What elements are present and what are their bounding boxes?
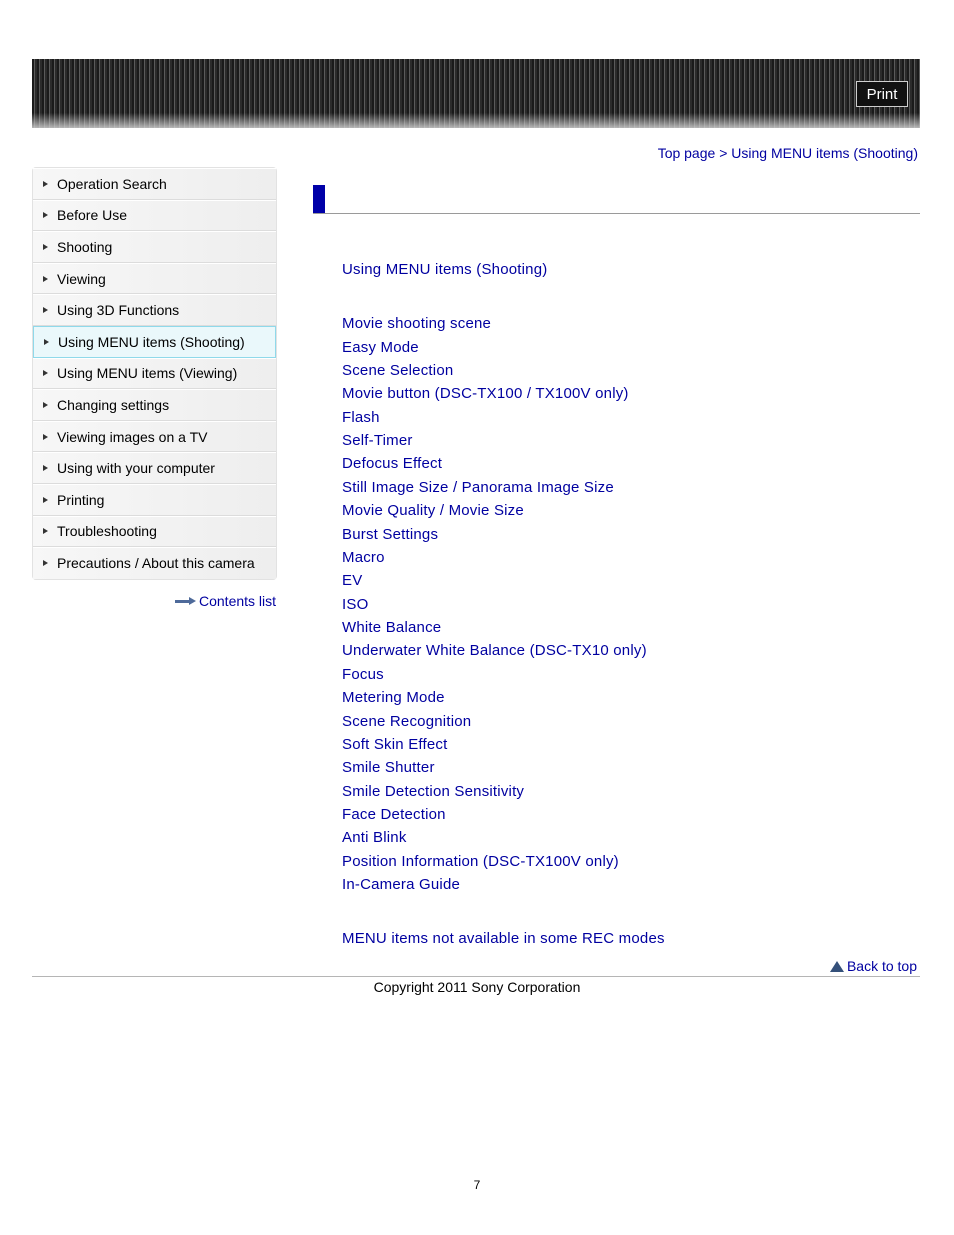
page-number: 7 [473,1178,481,1192]
contents-list-link[interactable] [175,593,276,609]
sidebar-item-label: Shooting [57,238,113,255]
menu-link-iso[interactable]: ISO [342,596,369,613]
title-marker [313,185,325,214]
arrow-right-icon [43,181,48,187]
menu-link-white-balance[interactable]: White Balance [342,619,442,636]
arrow-right-icon [44,339,49,345]
footer-divider [32,976,920,977]
menu-link-macro[interactable]: Macro [342,549,385,566]
sidebar-item-operation-search[interactable] [33,168,276,200]
menu-link-position-information[interactable]: Position Information (DSC-TX100V only) [342,853,619,870]
menu-link-defocus-effect[interactable]: Defocus Effect [342,455,443,472]
arrow-right-icon [43,402,48,408]
sidebar-item-label: Viewing [57,270,106,287]
sidebar-item-printing[interactable] [33,484,276,516]
arrow-right-icon [43,244,48,250]
arrow-right-icon [43,434,48,440]
sidebar-item-before-use[interactable] [33,200,276,232]
arrow-right-icon [43,212,48,218]
contents-list-label: Contents list [199,593,277,609]
menu-link-smile-detection-sensitivity[interactable]: Smile Detection Sensitivity [342,783,525,800]
menu-link-in-camera-guide[interactable]: In-Camera Guide [342,876,461,893]
menu-link-scene-recognition[interactable]: Scene Recognition [342,713,472,730]
menu-link-metering-mode[interactable]: Metering Mode [342,689,445,706]
print-button[interactable]: Print [856,81,908,107]
menu-items-not-available-link[interactable]: MENU items not available in some REC modes [342,930,665,947]
menu-link-anti-blink[interactable]: Anti Blink [342,829,407,846]
sidebar-item-label: Precautions / About this camera [57,555,255,572]
breadcrumb-separator: > [719,145,728,161]
menu-link-flash[interactable]: Flash [342,409,380,426]
arrow-right-icon [43,307,48,313]
arrow-right-icon [43,370,48,376]
sidebar-item-menu-viewing[interactable] [33,358,276,390]
header-banner [32,59,920,128]
section-link[interactable]: Using MENU items (Shooting) [342,261,548,278]
menu-link-focus[interactable]: Focus [342,666,384,683]
sidebar-nav [32,167,277,580]
menu-link-scene-selection[interactable]: Scene Selection [342,362,454,379]
menu-link-soft-skin-effect[interactable]: Soft Skin Effect [342,736,448,753]
breadcrumb [658,145,918,161]
breadcrumb-top-page-link[interactable]: Top page [657,145,716,161]
sidebar-item-precautions[interactable] [33,547,276,579]
menu-link-underwater-white-balance[interactable]: Underwater White Balance (DSC-TX10 only) [342,642,647,659]
sidebar-item-shooting[interactable] [33,231,276,263]
triangle-up-icon [830,961,844,972]
menu-link-movie-shooting-scene[interactable]: Movie shooting scene [342,315,492,332]
sidebar-item-changing-settings[interactable] [33,389,276,421]
arrow-right-icon [43,560,48,566]
copyright-text: Copyright 2011 Sony Corporation [373,979,581,995]
sidebar-item-label: Using 3D Functions [57,302,180,319]
sidebar-item-label: Operation Search [57,175,167,192]
menu-link-self-timer[interactable]: Self-Timer [342,432,413,449]
sidebar-item-label: Using with your computer [57,460,215,477]
sidebar-item-menu-shooting[interactable] [33,326,276,358]
arrow-right-icon [43,465,48,471]
menu-link-ev[interactable]: EV [342,572,363,589]
sidebar-item-3d-functions[interactable] [33,294,276,326]
sidebar-item-viewing[interactable] [33,263,276,295]
arrow-right-icon [43,528,48,534]
sidebar-item-troubleshooting[interactable] [33,516,276,548]
menu-link-image-size[interactable]: Still Image Size / Panorama Image Size [342,479,614,496]
arrow-right-icon [43,497,48,503]
back-to-top-label: Back to top [846,958,917,974]
title-divider [313,213,920,214]
arrow-right-icon [175,597,197,605]
menu-link-easy-mode[interactable]: Easy Mode [342,339,419,356]
sidebar-item-label: Using MENU items (Shooting) [58,333,245,350]
sidebar-item-label: Viewing images on a TV [57,428,208,445]
menu-link-movie-quality[interactable]: Movie Quality / Movie Size [342,502,524,519]
menu-link-face-detection[interactable]: Face Detection [342,806,446,823]
menu-link-movie-button[interactable]: Movie button (DSC-TX100 / TX100V only) [342,385,629,402]
back-to-top-link[interactable] [830,958,917,974]
sidebar-item-label: Printing [57,491,105,508]
menu-link-burst-settings[interactable]: Burst Settings [342,526,439,543]
sidebar-item-using-with-computer[interactable] [33,452,276,484]
arrow-right-icon [43,276,48,282]
menu-link-smile-shutter[interactable]: Smile Shutter [342,759,435,776]
sidebar-item-label: Changing settings [57,396,170,413]
sidebar-item-label: Before Use [57,207,128,224]
breadcrumb-current-link[interactable]: Using MENU items (Shooting) [731,145,918,161]
sidebar-item-label: Using MENU items (Viewing) [57,365,238,382]
sidebar-item-viewing-on-tv[interactable] [33,421,276,453]
sidebar-item-label: Troubleshooting [57,523,157,540]
